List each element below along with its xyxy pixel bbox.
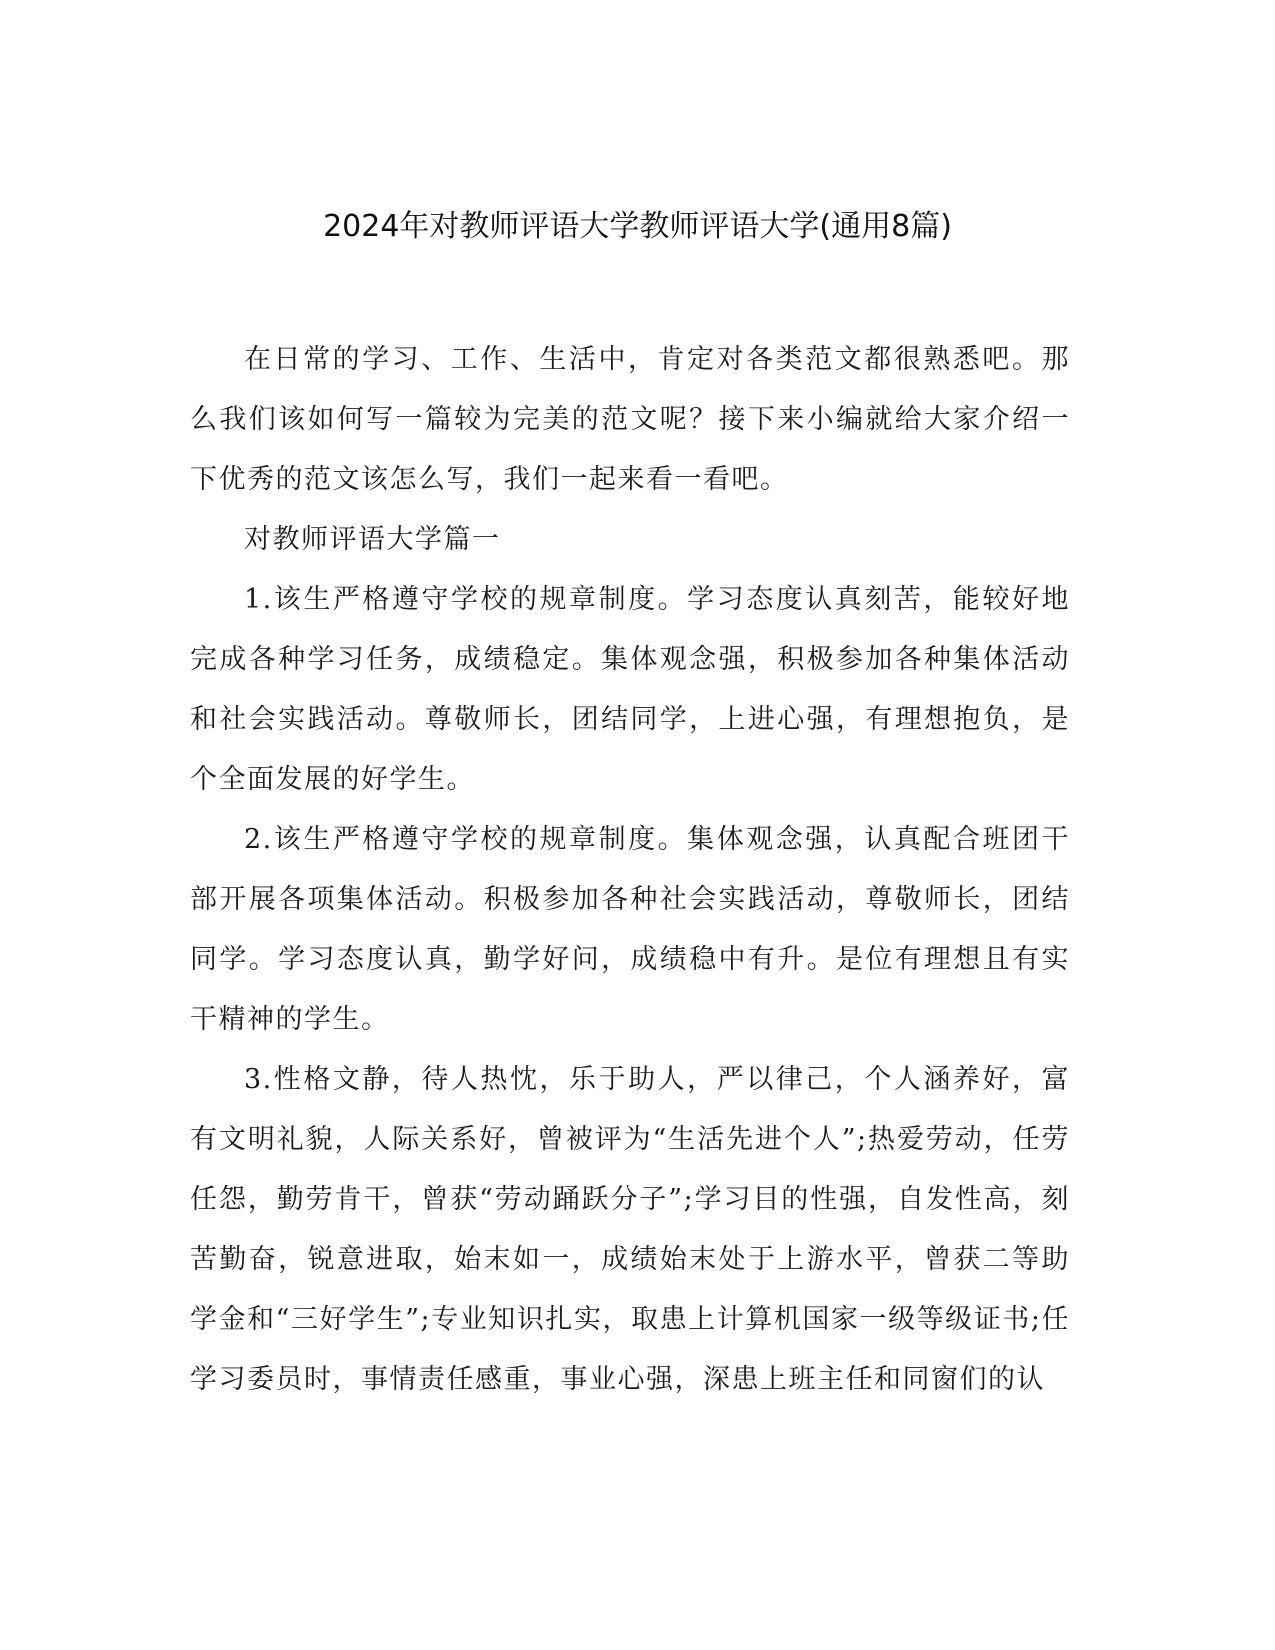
evaluation-item-1: 1.该生严格遵守学校的规章制度。学习态度认真刻苦，能较好地完成各种学习任务，成绩稳定。集体观念强，积极参加各种集体活动和社会实践活动。尊敬师长，团结同学，上进心强，有理想抱负，是个全面发展的好学生。 [190,584,1070,795]
document-body [190,330,1070,1410]
evaluation-item-2: 2.该生严格遵守学校的规章制度。集体观念强，认真配合班团干部开展各项集体活动。积极参加各种社会实践活动，尊敬师长，团结同学。学习态度认真，勤学好问，成绩稳中有升。是位有理想且有实干精神的学生。 [190,824,1070,1035]
section-heading: 对教师评语大学篇一 [244,524,501,555]
evaluation-item-3: 3.性格文静，待人热忱，乐于助人，严以律己，个人涵养好，富有文明礼貌，人际关系好，曾被评为“生活先进个人”;热爱劳动，任劳任怨，勤劳肯干，曾获“劳动踊跃分子”;学习目的性强，自发性高，刻苦勤奋，锐意进取，始末如一，成绩始末处于上游水平，曾获二等助学金和“三好学生”;专业知识扎实，取患上计算机国家一级等级证书;任学习委员时，事情责任感重，事业心强，深患上班主任和同窗们的认 [190,1064,1070,1395]
intro-paragraph: 在日常的学习、工作、生活中，肯定对各类范文都很熟悉吧。那么我们该如何写一篇较为完美的范文呢？接下来小编就给大家介绍一下优秀的范文该怎么写，我们一起来看一看吧。 [190,344,1070,495]
document-title: 2024年对教师评语大学教师评语大学(通用8篇) [323,209,952,244]
